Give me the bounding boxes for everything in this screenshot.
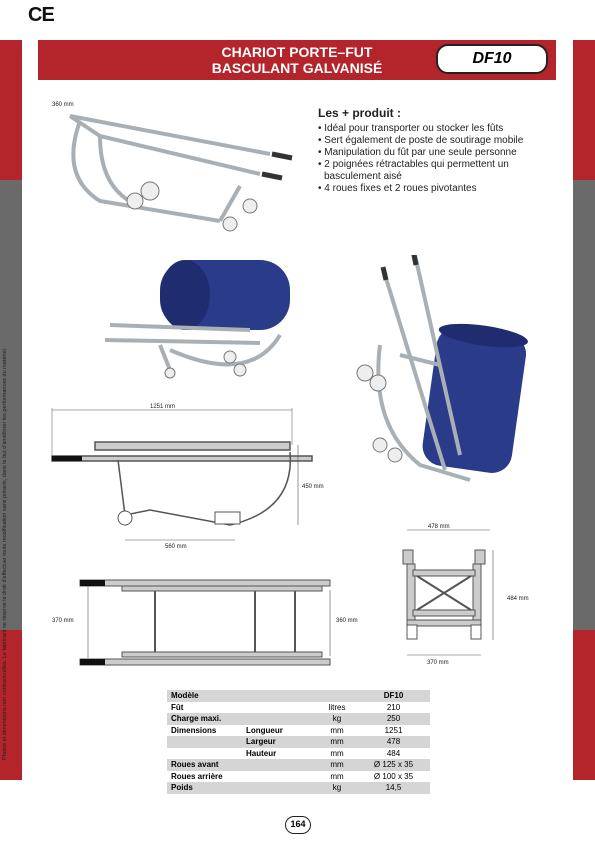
table-cell: [317, 690, 357, 702]
table-cell: Roues avant: [167, 759, 242, 771]
table-cell: 14,5: [357, 782, 430, 794]
table-cell: Longueur: [242, 725, 317, 737]
table-row: [167, 702, 430, 714]
table-row: [167, 736, 430, 748]
cart-drum-horizontal-photo: [100, 255, 300, 385]
table-cell: mm: [317, 759, 357, 771]
table-row: [167, 771, 430, 783]
table-cell: 478: [357, 736, 430, 748]
table-cell: mm: [317, 736, 357, 748]
dim-length: 1251 mm: [150, 404, 176, 410]
table-row: [167, 782, 430, 794]
decor-band: [573, 40, 595, 180]
dim-top-width-left: 370 mm: [52, 618, 74, 624]
cart-photo: [40, 96, 300, 236]
table-cell: Modèle: [167, 690, 242, 702]
ce-logo: CE: [28, 4, 54, 26]
table-cell: Poids: [167, 782, 242, 794]
dim-top-width-right: 360 mm: [336, 618, 358, 624]
end-view-drawing: [395, 520, 545, 670]
table-cell: Charge maxi.: [167, 713, 242, 725]
feature-item: • Sert également de poste de soutirage mobile: [318, 135, 558, 147]
table-cell: kg: [317, 782, 357, 794]
table-row: [167, 748, 430, 760]
dim-end-width: 478 mm: [428, 524, 450, 530]
title-line-1: CHARIOT PORTE–FUT: [221, 44, 373, 60]
table-cell: Dimensions: [167, 725, 242, 737]
decor-band: [573, 630, 595, 780]
table-cell: mm: [317, 748, 357, 760]
table-cell: DF10: [357, 690, 430, 702]
table-cell: [167, 736, 242, 748]
features-heading: Les + produit :: [318, 106, 402, 120]
table-cell: [167, 748, 242, 760]
table-cell: [242, 771, 317, 783]
table-cell: [242, 702, 317, 714]
feature-item: • 4 roues fixes et 2 roues pivotantes: [318, 183, 558, 195]
side-elevation-drawing: [40, 400, 340, 560]
table-cell: Largeur: [242, 736, 317, 748]
table-cell: [242, 690, 317, 702]
table-cell: [242, 782, 317, 794]
table-cell: Hauteur: [242, 748, 317, 760]
table-cell: Ø 100 x 35: [357, 771, 430, 783]
dim-height: 450 mm: [302, 484, 324, 490]
cart-drum-tilted-photo: [350, 255, 550, 495]
table-row: [167, 690, 430, 702]
decor-band: [573, 180, 595, 630]
table-cell: mm: [317, 725, 357, 737]
table-cell: [242, 713, 317, 725]
dim-end-base: 370 mm: [427, 660, 449, 666]
page-number: 164: [285, 816, 311, 834]
table-cell: Fût: [167, 702, 242, 714]
spec-table: [167, 690, 430, 794]
title-line-2: BASCULANT GALVANISÉ: [211, 60, 383, 76]
table-cell: litres: [317, 702, 357, 714]
dim-wheel-span: 560 mm: [165, 544, 187, 550]
table-cell: 484: [357, 748, 430, 760]
dim-end-height: 484 mm: [507, 596, 529, 602]
table-cell: mm: [317, 771, 357, 783]
table-cell: 250: [357, 713, 430, 725]
table-cell: 210: [357, 702, 430, 714]
table-cell: Roues arrière: [167, 771, 242, 783]
dim-photo-width: 360 mm: [52, 102, 74, 108]
product-reference: DF10: [436, 44, 548, 74]
table-cell: Ø 125 x 35: [357, 759, 430, 771]
features-list: [318, 106, 558, 195]
decor-band: [0, 40, 22, 180]
table-cell: 1251: [357, 725, 430, 737]
disclaimer: Photos et dimensions non contractuelles. Le fabricant se réserve le droit d'effectuer toute modification sans préavis, dans le but d'améliorer les performances du matériel.: [2, 347, 8, 760]
table-row: [167, 759, 430, 771]
feature-item: • Manipulation du fût par une seule personne: [318, 147, 558, 159]
feature-item: • 2 poignées rétractables qui permettent un basculement aisé: [318, 159, 558, 183]
table-row: [167, 725, 430, 737]
table-cell: kg: [317, 713, 357, 725]
table-row: [167, 713, 430, 725]
top-view-drawing: [50, 570, 370, 670]
feature-item: • Idéal pour transporter ou stocker les fûts: [318, 123, 558, 135]
table-cell: [242, 759, 317, 771]
